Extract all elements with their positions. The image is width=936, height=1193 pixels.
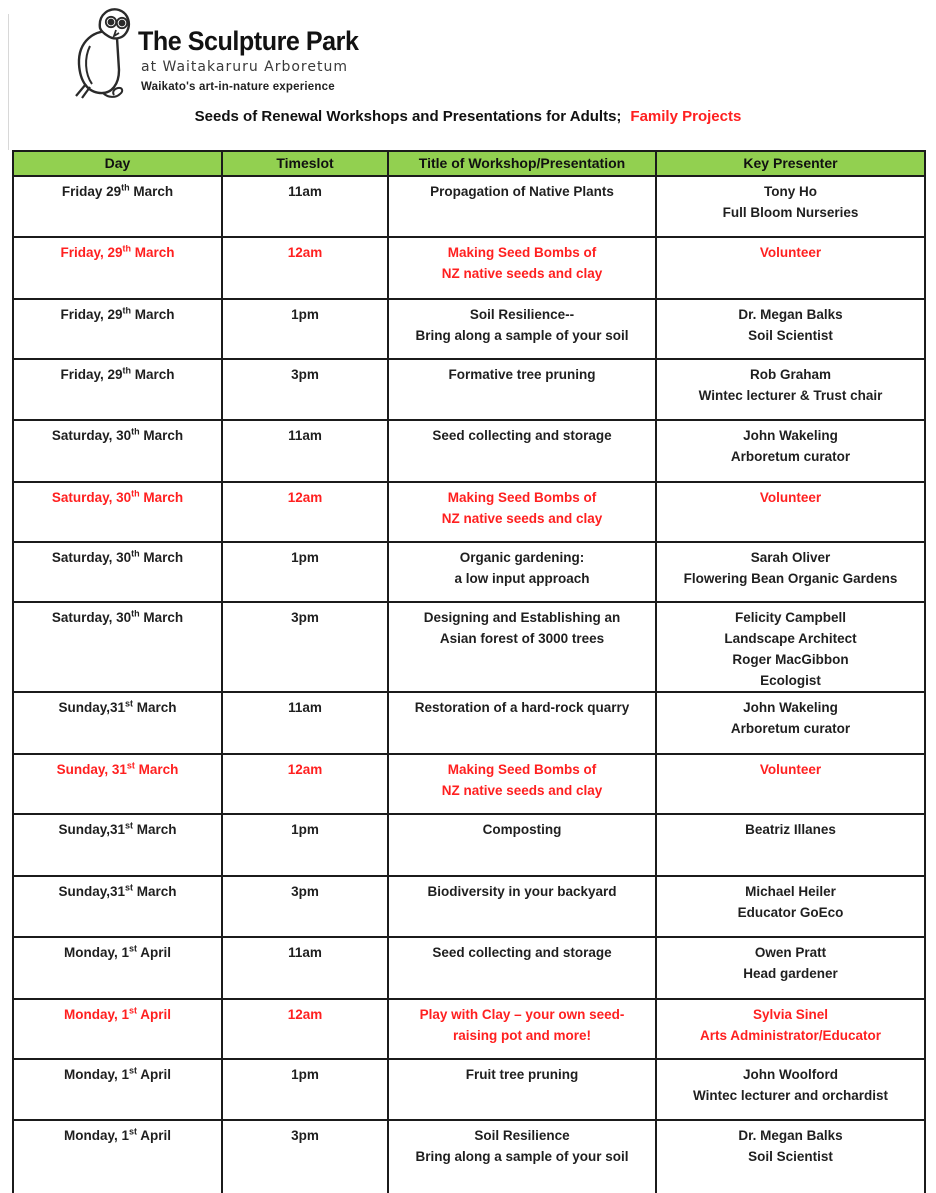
- presenter-cell: [656, 237, 925, 299]
- day-text: March: [129, 184, 174, 199]
- title-cell-line: Making Seed Bombs of: [447, 245, 597, 260]
- title-cell-line: Play with Clay – your own seed-: [419, 1007, 625, 1022]
- timeslot-cell: 3pm: [222, 1120, 388, 1193]
- title-cell-line: NZ native seeds and clay: [441, 266, 603, 281]
- presenter-cell-line: Full Bloom Nurseries: [722, 205, 859, 220]
- title-cell-line: Making Seed Bombs of: [447, 490, 597, 505]
- day-text: Saturday, 30: [51, 610, 132, 625]
- document-title: [0, 108, 936, 125]
- title-cell-line: Composting: [482, 822, 562, 837]
- title-cell: [388, 542, 656, 602]
- title-cell-line: Seed collecting and storage: [432, 428, 612, 443]
- presenter-cell-line: Wintec lecturer and orchardist: [693, 1088, 888, 1103]
- presenter-cell-line: Arboretum curator: [730, 721, 851, 736]
- table-row: [13, 814, 925, 876]
- day-cell: [13, 602, 222, 692]
- presenter-cell-line: Roger MacGibbon: [732, 652, 849, 667]
- table-row: [13, 1120, 925, 1193]
- title-cell-line: raising pot and more!: [452, 1028, 591, 1043]
- table-row: [13, 482, 925, 542]
- presenter-cell-line: Dr. Megan Balks: [738, 307, 843, 322]
- presenter-cell-line: Arboretum curator: [730, 449, 851, 464]
- column-header-title-of-workshop-presentation: Title of Workshop/Presentation: [388, 151, 656, 176]
- presenter-cell-line: Head gardener: [743, 966, 838, 981]
- presenter-cell-line: Felicity Campbell: [734, 610, 847, 625]
- title-cell-line: Bring along a sample of your soil: [415, 328, 629, 343]
- table-row: [13, 237, 925, 299]
- day-text: March: [133, 700, 177, 715]
- document-title-main: Seeds of Renewal Workshops and Presentations for Adults;: [194, 108, 622, 125]
- day-text: st: [125, 698, 134, 709]
- title-cell: [388, 237, 656, 299]
- day-text: Monday, 1: [63, 1128, 129, 1143]
- day-text: th: [122, 243, 131, 254]
- workshop-schedule-table: [12, 150, 926, 1193]
- timeslot-cell: 12am: [222, 754, 388, 814]
- timeslot-cell: 1pm: [222, 542, 388, 602]
- day-cell: [13, 359, 222, 420]
- day-text: March: [139, 428, 184, 443]
- owl-logo-icon: [70, 6, 138, 100]
- day-cell: [13, 299, 222, 359]
- title-cell-line: Bring along a sample of your soil: [415, 1149, 629, 1164]
- title-cell-line: NZ native seeds and clay: [441, 511, 603, 526]
- presenter-cell-line: Volunteer: [759, 245, 822, 260]
- title-cell: [388, 876, 656, 937]
- presenter-cell: [656, 602, 925, 692]
- table-row: [13, 1059, 925, 1120]
- table-row: [13, 420, 925, 482]
- timeslot-cell: 12am: [222, 237, 388, 299]
- table-row: [13, 692, 925, 754]
- title-cell: [388, 1120, 656, 1193]
- day-text: th: [121, 182, 130, 193]
- title-cell-line: Propagation of Native Plants: [430, 184, 614, 199]
- title-cell-line: Making Seed Bombs of: [447, 762, 597, 777]
- day-text: st: [128, 1065, 137, 1076]
- day-text: st: [125, 820, 134, 831]
- day-text: Sunday, 31: [56, 762, 127, 777]
- timeslot-cell: 1pm: [222, 299, 388, 359]
- title-cell: [388, 359, 656, 420]
- day-text: th: [131, 608, 140, 619]
- timeslot-cell: 1pm: [222, 814, 388, 876]
- logo-tagline: Waikato's art-in-nature experience: [141, 81, 335, 93]
- table-row: [13, 876, 925, 937]
- day-text: March: [134, 762, 179, 777]
- title-cell: [388, 814, 656, 876]
- table-header-row: [13, 151, 925, 176]
- presenter-cell-line: Michael Heiler: [745, 884, 836, 899]
- title-cell: [388, 999, 656, 1059]
- day-text: Monday, 1: [63, 1067, 129, 1082]
- timeslot-cell: 1pm: [222, 1059, 388, 1120]
- day-text: st: [128, 1126, 137, 1137]
- timeslot-cell: 12am: [222, 999, 388, 1059]
- logo: [0, 0, 936, 100]
- day-text: st: [128, 1005, 137, 1016]
- timeslot-cell: 3pm: [222, 359, 388, 420]
- title-cell-line: Fruit tree pruning: [465, 1067, 579, 1082]
- day-text: March: [131, 367, 175, 382]
- presenter-cell-line: Flowering Bean Organic Gardens: [683, 571, 898, 586]
- title-cell: [388, 1059, 656, 1120]
- timeslot-cell: 11am: [222, 176, 388, 237]
- day-text: April: [137, 1007, 172, 1022]
- day-cell: [13, 420, 222, 482]
- title-cell: [388, 176, 656, 237]
- title-cell: [388, 299, 656, 359]
- table-row: [13, 602, 925, 692]
- presenter-cell: [656, 999, 925, 1059]
- title-cell-line: Soil Resilience: [474, 1128, 570, 1143]
- day-text: Monday, 1: [63, 1007, 129, 1022]
- title-cell-line: Formative tree pruning: [448, 367, 596, 382]
- presenter-cell: [656, 1120, 925, 1193]
- presenter-cell-line: Volunteer: [759, 490, 822, 505]
- day-text: March: [133, 822, 177, 837]
- logo-title: The Sculpture Park: [138, 26, 359, 56]
- day-text: Sunday,31: [58, 700, 125, 715]
- title-cell: [388, 937, 656, 999]
- title-cell-line: Soil Resilience--: [469, 307, 575, 322]
- presenter-cell-line: John Wakeling: [743, 428, 838, 443]
- day-text: Friday, 29: [60, 307, 123, 322]
- column-header-key-presenter: Key Presenter: [656, 151, 925, 176]
- day-text: Friday, 29: [60, 367, 123, 382]
- title-cell: [388, 754, 656, 814]
- day-text: Sunday,31: [58, 822, 125, 837]
- timeslot-cell: 11am: [222, 692, 388, 754]
- timeslot-cell: 11am: [222, 937, 388, 999]
- day-text: Friday 29: [61, 184, 122, 199]
- day-text: March: [131, 307, 175, 322]
- timeslot-cell: 3pm: [222, 602, 388, 692]
- presenter-cell-line: Ecologist: [760, 673, 821, 688]
- day-text: st: [125, 882, 134, 893]
- day-text: April: [137, 945, 172, 960]
- day-text: April: [137, 1128, 172, 1143]
- presenter-cell: [656, 937, 925, 999]
- title-cell-line: Organic gardening:: [459, 550, 585, 565]
- day-cell: [13, 542, 222, 602]
- presenter-cell: [656, 814, 925, 876]
- presenter-cell-line: Dr. Megan Balks: [738, 1128, 843, 1143]
- day-cell: [13, 937, 222, 999]
- title-cell: [388, 602, 656, 692]
- presenter-cell: [656, 1059, 925, 1120]
- title-cell-line: Biodiversity in your backyard: [427, 884, 617, 899]
- presenter-cell: [656, 482, 925, 542]
- day-text: April: [137, 1067, 172, 1082]
- day-cell: [13, 692, 222, 754]
- presenter-cell: [656, 754, 925, 814]
- day-text: March: [139, 610, 184, 625]
- day-text: st: [126, 760, 135, 771]
- presenter-cell: [656, 299, 925, 359]
- day-text: Sunday,31: [58, 884, 125, 899]
- day-text: st: [128, 943, 137, 954]
- table-row: [13, 359, 925, 420]
- presenter-cell-line: Rob Graham: [749, 367, 831, 382]
- day-cell: [13, 1059, 222, 1120]
- day-text: th: [131, 426, 140, 437]
- day-text: March: [131, 245, 175, 260]
- title-cell-line: a low input approach: [454, 571, 590, 586]
- day-text: Saturday, 30: [51, 428, 132, 443]
- presenter-cell-line: Sarah Oliver: [750, 550, 831, 565]
- day-cell: [13, 754, 222, 814]
- presenter-cell-line: Sylvia Sinel: [752, 1007, 829, 1022]
- table-row: [13, 176, 925, 237]
- logo-subtitle: at Waitakaruru Arboretum: [141, 59, 348, 75]
- day-text: th: [122, 305, 131, 316]
- title-cell-line: Designing and Establishing an: [423, 610, 621, 625]
- presenter-cell-line: Landscape Architect: [724, 631, 857, 646]
- document-title-highlight: Family Projects: [630, 108, 742, 125]
- title-cell-line: Restoration of a hard-rock quarry: [414, 700, 630, 715]
- title-cell-line: Seed collecting and storage: [432, 945, 612, 960]
- presenter-cell: [656, 420, 925, 482]
- presenter-cell-line: Educator GoEco: [737, 905, 844, 920]
- table-row: [13, 937, 925, 999]
- table-row: [13, 754, 925, 814]
- day-text: Friday, 29: [60, 245, 123, 260]
- timeslot-cell: 3pm: [222, 876, 388, 937]
- presenter-cell-line: Soil Scientist: [748, 328, 833, 343]
- day-text: th: [122, 365, 131, 376]
- presenter-cell-line: Volunteer: [759, 762, 822, 777]
- column-header-day: Day: [13, 151, 222, 176]
- day-cell: [13, 482, 222, 542]
- day-text: March: [139, 490, 184, 505]
- column-header-timeslot: Timeslot: [222, 151, 388, 176]
- presenter-cell-line: Wintec lecturer & Trust chair: [698, 388, 883, 403]
- presenter-cell: [656, 359, 925, 420]
- table-row: [13, 299, 925, 359]
- day-text: Saturday, 30: [51, 490, 132, 505]
- timeslot-cell: 11am: [222, 420, 388, 482]
- title-cell: [388, 482, 656, 542]
- presenter-cell-line: John Wakeling: [743, 700, 838, 715]
- day-text: March: [139, 550, 184, 565]
- day-text: th: [131, 488, 140, 499]
- presenter-cell: [656, 176, 925, 237]
- day-text: Saturday, 30: [51, 550, 132, 565]
- day-cell: [13, 999, 222, 1059]
- presenter-cell-line: John Woolford: [743, 1067, 838, 1082]
- presenter-cell: [656, 876, 925, 937]
- table-row: [13, 999, 925, 1059]
- title-cell-line: Asian forest of 3000 trees: [439, 631, 605, 646]
- day-text: th: [131, 548, 140, 559]
- presenter-cell-line: Beatriz Illanes: [745, 822, 836, 837]
- title-cell: [388, 420, 656, 482]
- day-text: Monday, 1: [63, 945, 129, 960]
- day-cell: [13, 237, 222, 299]
- title-cell: [388, 692, 656, 754]
- day-cell: [13, 814, 222, 876]
- presenter-cell: [656, 692, 925, 754]
- day-cell: [13, 1120, 222, 1193]
- presenter-cell-line: Owen Pratt: [754, 945, 827, 960]
- table-row: [13, 542, 925, 602]
- day-text: March: [133, 884, 177, 899]
- presenter-cell-line: Soil Scientist: [748, 1149, 833, 1164]
- title-cell-line: NZ native seeds and clay: [441, 783, 603, 798]
- presenter-cell-line: Tony Ho: [764, 184, 817, 199]
- day-cell: [13, 176, 222, 237]
- timeslot-cell: 12am: [222, 482, 388, 542]
- presenter-cell: [656, 542, 925, 602]
- presenter-cell-line: Arts Administrator/Educator: [699, 1028, 882, 1043]
- day-cell: [13, 876, 222, 937]
